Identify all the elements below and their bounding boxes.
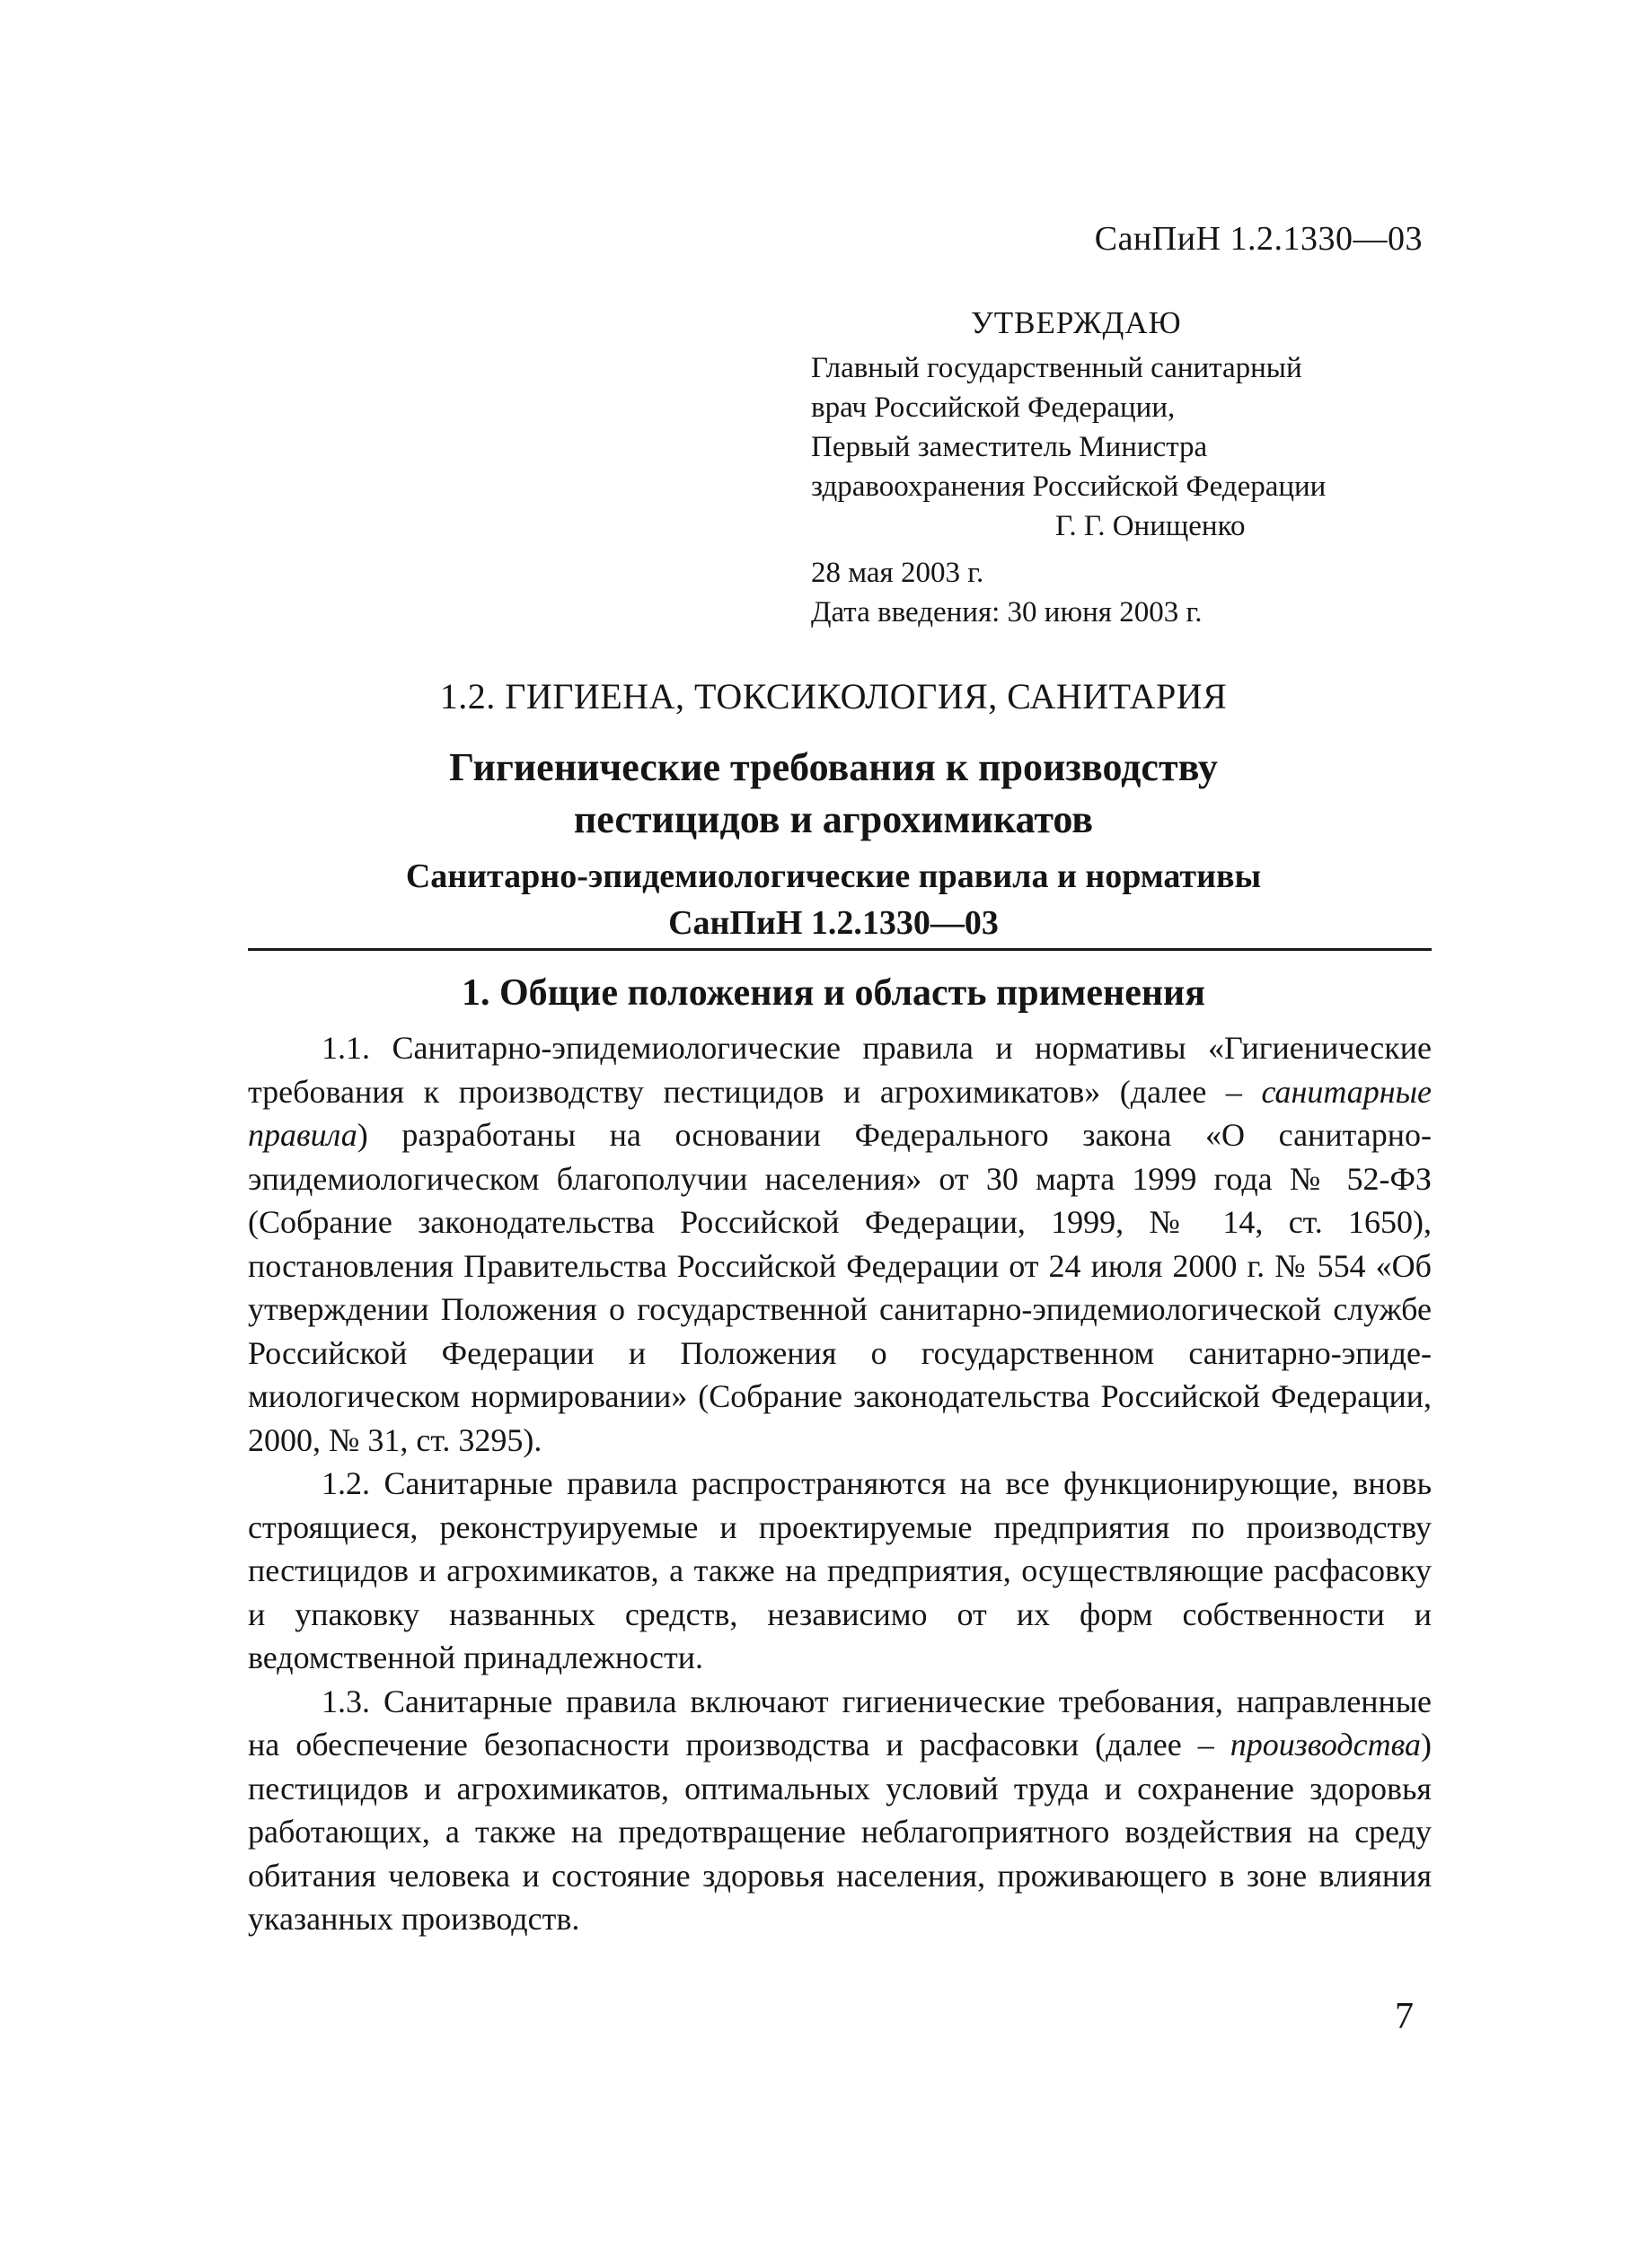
approval-line: здравоохранения Российской Федерации (811, 470, 1327, 503)
effective-date: Дата введения: 30 июня 2003 г. (811, 596, 1203, 629)
page-number: 7 (1395, 1996, 1414, 2037)
document-code: СанПиН 1.2.1330—03 (1094, 220, 1423, 258)
approval-block (811, 303, 1440, 632)
document-title-line: Гигиенические требования к производству (449, 745, 1218, 789)
section-heading: 1. Общие положения и область применения (462, 972, 1205, 1014)
paragraph-1-1: 1.1. Санитарно-эпидемиологические правила и нормативы «Гигиенические требования к производству пестицидов и агрохимикатов» (далее – санитарные правила) разработаны на основании Федерального закона «О санитарно-эпидемиологическом благополучии населения» от 30 марта 1999 года № 52-ФЗ (Собрание законодательства Российской Федерации, 1999, № 14, ст. 1650), постановления Правительства Российской Федерации от 24 июля 2000 г. № 554 «Об утверждении Положения о государственной санитарно-эпидемиологической службе Российской Федерации и Положения о государственном санитарно-эпидемиологическом нормировании» (Собрание законодательства Российской Федерации, 2000, № 31, ст. 3295). (248, 1030, 1432, 1458)
document-subtitle (0, 853, 1631, 946)
approval-line: врач Российской Федерации, (811, 391, 1176, 424)
paragraph-1-2: 1.2. Санитарные правила распространяются на все функционирующие, вновь строящиеся, реконструируемые и проектируемые предприятия по производству пестицидов и агрохимикатов, а также на предприятия, осуществляющие расфасовку и упаковку названных средств, независимо от их форм собственности и ведомственной принадлежности. (248, 1465, 1432, 1675)
document-title (0, 742, 1631, 846)
paragraph-1-3: 1.3. Санитарные правила включают гигиенические требования, направленные на обеспечение безопасности производства и расфасовки (далее – производства) пестицидов и агрохимикатов, оптимальных условий труда и сохранение здоровья работающих, а также на предотвращение неблагоприятного воздействия на среду обитания человека и состояние здоровья населения, проживающего в зоне влияния указанных производств. (248, 1683, 1432, 1937)
body-text (248, 1026, 1432, 1941)
document-subtitle-line: СанПиН 1.2.1330—03 (668, 904, 999, 942)
approval-title: УТВЕРЖДАЮ (971, 305, 1182, 340)
approval-line: Первый заместитель Министра (811, 431, 1208, 463)
document-subtitle-line: Санитарно-эпидемиологические правила и нормативы (405, 857, 1262, 895)
title-divider (248, 948, 1432, 951)
approval-line: Главный государственный санитарный (811, 352, 1302, 384)
document-title-line: пестицидов и агрохимикатов (573, 797, 1094, 841)
section-code: 1.2. ГИГИЕНА, ТОКСИКОЛОГИЯ, САНИТАРИЯ (439, 676, 1228, 716)
approval-date: 28 мая 2003 г. (811, 557, 984, 589)
approver-name: Г. Г. Онищенко (1055, 510, 1246, 542)
